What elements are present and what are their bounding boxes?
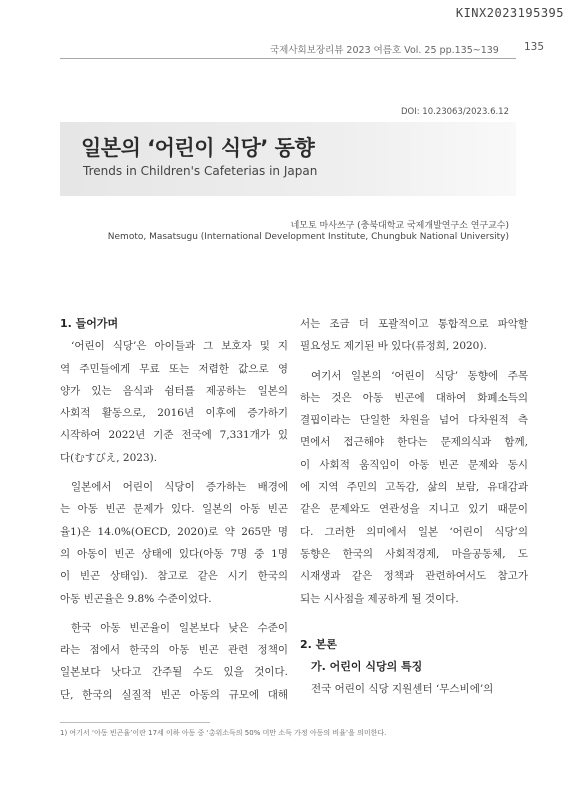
title-english: Trends in Children's Cafeterias in Japan [83, 164, 318, 178]
right-column [300, 313, 528, 701]
text-line: 다(むすびえ, 2023). [60, 451, 158, 464]
text-line: 일본에서 어린이 식당이 증가하는 배경에 [71, 481, 288, 494]
text-line: 한국 아동 빈곤율이 일본보다 낮은 수준이 [71, 621, 288, 634]
header-rule [60, 58, 516, 59]
text-line: 이 사회적 움직임이 아동 빈곤 문제와 동시 [300, 458, 528, 471]
doi: DOI: 10.23063/2023.6.12 [401, 107, 509, 117]
text-line: 일본보다 낫다고 간주될 수도 있을 것이다. [60, 666, 288, 679]
text-line: 다. 그러한 의미에서 일본 ‘어린이 식당’의 [300, 525, 528, 538]
text-line: 이 빈곤 상태임). 참고로 같은 시기 한국의 [60, 570, 288, 583]
text-line: 하는 것은 아동 빈곤에 대하여 화폐소득의 [300, 391, 528, 404]
text-line: 는 아동 빈곤 문제가 있다. 일본의 아동 빈곤 [60, 503, 288, 516]
text-line: 시재생과 같은 정책과 관련하여서도 참고가 [300, 570, 528, 583]
left-column [60, 313, 288, 706]
title-korean: 일본의 ‘어린이 식당’ 동향 [81, 136, 315, 160]
text-line: 전국 어린이 식당 지원센터 ‘무스비에’의 [311, 683, 494, 696]
text-line: 양가 있는 음식과 쉼터를 제공하는 일본의 [60, 384, 288, 397]
document-id: KINX2023195395 [455, 6, 564, 20]
text-line: 결핍이라는 단일한 차원을 넘어 다차원적 측 [300, 414, 528, 427]
text-line: 율1)은 14.0%(OECD, 2020)로 약 265만 명 [60, 525, 288, 538]
text-line: 단, 한국의 실질적 빈곤 아동의 규모에 대해 [60, 688, 288, 701]
text-line: 같은 문제와도 연관성을 지니고 있기 때문이 [300, 503, 528, 516]
section-heading-introduction: 1. 들어가며 [60, 317, 119, 330]
text-line: 서는 조금 더 포괄적이고 통합적으로 파악할 [300, 318, 528, 330]
text-line: 의 아동이 빈곤 상태에 있다(아동 7명 중 1명 [60, 547, 288, 560]
subsection-heading: 가. 어린이 식당의 특징 [311, 660, 423, 674]
page-number: 135 [523, 41, 544, 53]
text-line: 사회적 활동으로, 2016년 이후에 증가하기 [60, 407, 288, 420]
paragraph-2 [60, 476, 288, 610]
text-line: ‘어린이 식당’은 아이들과 그 보호자 및 지 [71, 340, 288, 353]
text-line: 역 주민들에게 무료 또는 저렴한 값으로 영 [60, 362, 288, 375]
paragraph-continued [300, 313, 528, 358]
footnote-rule [60, 722, 210, 723]
author-korean: 네모토 마사쓰구 (충북대학교 국제개발연구소 연구교수) [290, 221, 509, 231]
text-line: 동향은 한국의 사회적경제, 마을공동체, 도 [300, 547, 528, 560]
text-line: 시작하여 2022년 기준 전국에 7,331개가 있 [60, 429, 288, 442]
author-english: Nemoto, Masatsugu (International Development Institute, Chungbuk National University) [107, 232, 509, 242]
text-line: 아동 빈곤율은 9.8% 수준이었다. [60, 592, 212, 605]
text-line: 에 지역 주민의 고독감, 삶의 보람, 유대감과 [300, 481, 528, 494]
footnote: 1) 여기서 ‘아동 빈곤율’이란 17세 이하 아동 중 ‘총위소득의 50% 미만 소득 가정 아동의 비율’을 의미한다. [60, 729, 387, 737]
paragraph-5 [300, 678, 528, 700]
running-head: 국제사회보장리뷰 2023 여름호 Vol. 25 pp.135~139 [270, 45, 499, 56]
paragraph-1 [60, 335, 288, 469]
text-line: 라는 점에서 한국의 아동 빈곤 관련 정책이 [60, 644, 288, 657]
text-line: 되는 시사점을 제공하게 될 것이다. [300, 592, 459, 605]
paragraph-3 [60, 617, 288, 706]
paragraph-4 [300, 365, 528, 610]
section-heading-main: 2. 본론 [300, 637, 337, 651]
text-line: 필요성도 제기된 바 있다(류정희, 2020). [300, 340, 487, 353]
text-line: 여기서 일본의 ‘어린이 식당’ 동향에 주목 [311, 369, 528, 382]
text-line: 면에서 접근해야 한다는 문제의식과 함께, [300, 436, 528, 449]
